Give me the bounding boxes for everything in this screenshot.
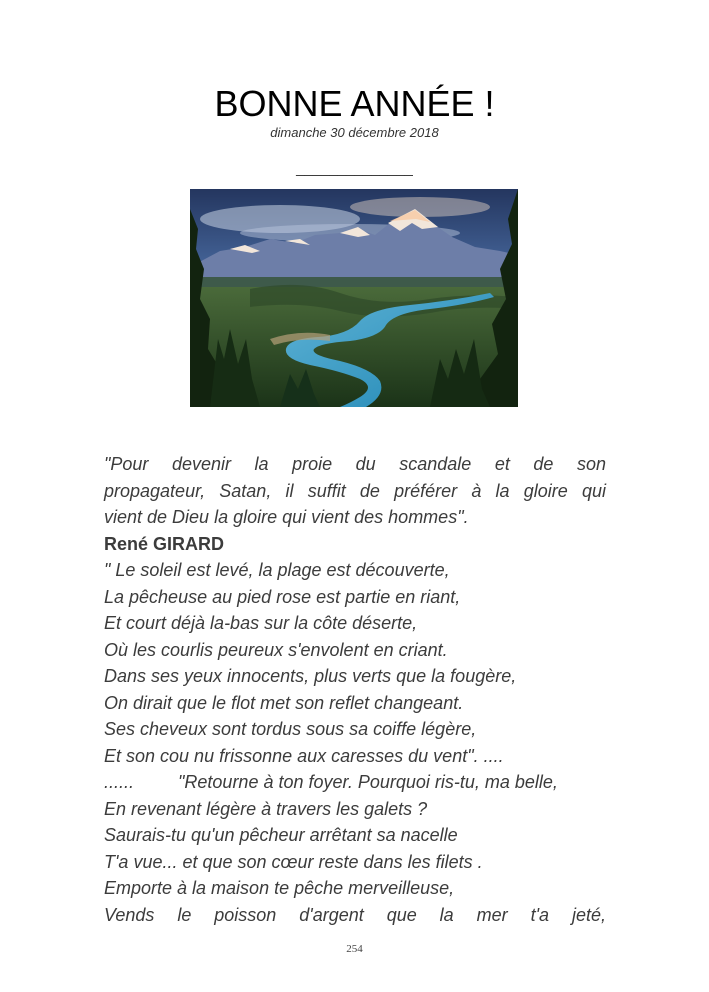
poem-line: En revenant légère à travers les galets ? [104, 798, 428, 819]
poem-line: Ses cheveux sont tordus sous sa coiffe légère, [104, 719, 477, 739]
poem-line: Et court déjà la-bas sur la côte déserte, [104, 613, 418, 633]
poem-line: La pêcheuse au pied rose est partie en riant, [104, 586, 461, 607]
poem-line: "Retourne à ton foyer. Pourquoi ris-tu, ma belle, [178, 772, 558, 792]
quote-line: "Pour devenir la proie du scandale et de son [104, 454, 606, 474]
poem-line: Où les courlis peureux s'envolent en criant. [104, 639, 448, 660]
quote-line: vient de Dieu la gloire qui vient des hommes". [104, 507, 469, 527]
separator-line: ______________ [296, 160, 413, 177]
poem-line: On dirait que le flot met son reflet changeant. [104, 692, 464, 713]
quote-line: propagateur, Satan, il suffit de préférer à la gloire qui [104, 480, 606, 501]
page-title: BONNE ANNÉE ! [214, 83, 495, 124]
poem-line: Dans ses yeux innocents, plus verts que la fougère, [104, 666, 517, 686]
poem-line: Vends le poisson d'argent que la mer t'a jeté, [104, 904, 606, 925]
poem-line: " Le soleil est levé, la plage est découverte, [104, 560, 450, 580]
poem-line: Saurais-tu qu'un pêcheur arrêtant sa nacelle [104, 825, 458, 845]
poem-continuation-line [104, 769, 606, 796]
quote-author: René GIRARD [104, 533, 225, 554]
mountain-river-landscape-photo [190, 189, 518, 407]
page-number: 254 [346, 943, 363, 955]
poem-line: Et son cou nu frissonne aux caresses du vent". .... [104, 745, 504, 766]
poem-line: Emporte à la maison te pêche merveilleuse, [104, 878, 455, 898]
post-date: dimanche 30 décembre 2018 [270, 125, 439, 140]
article-body [104, 451, 606, 928]
ellipsis-prefix: ...... [104, 772, 135, 792]
poem-line: T'a vue... et que son cœur reste dans les filets . [104, 851, 483, 872]
